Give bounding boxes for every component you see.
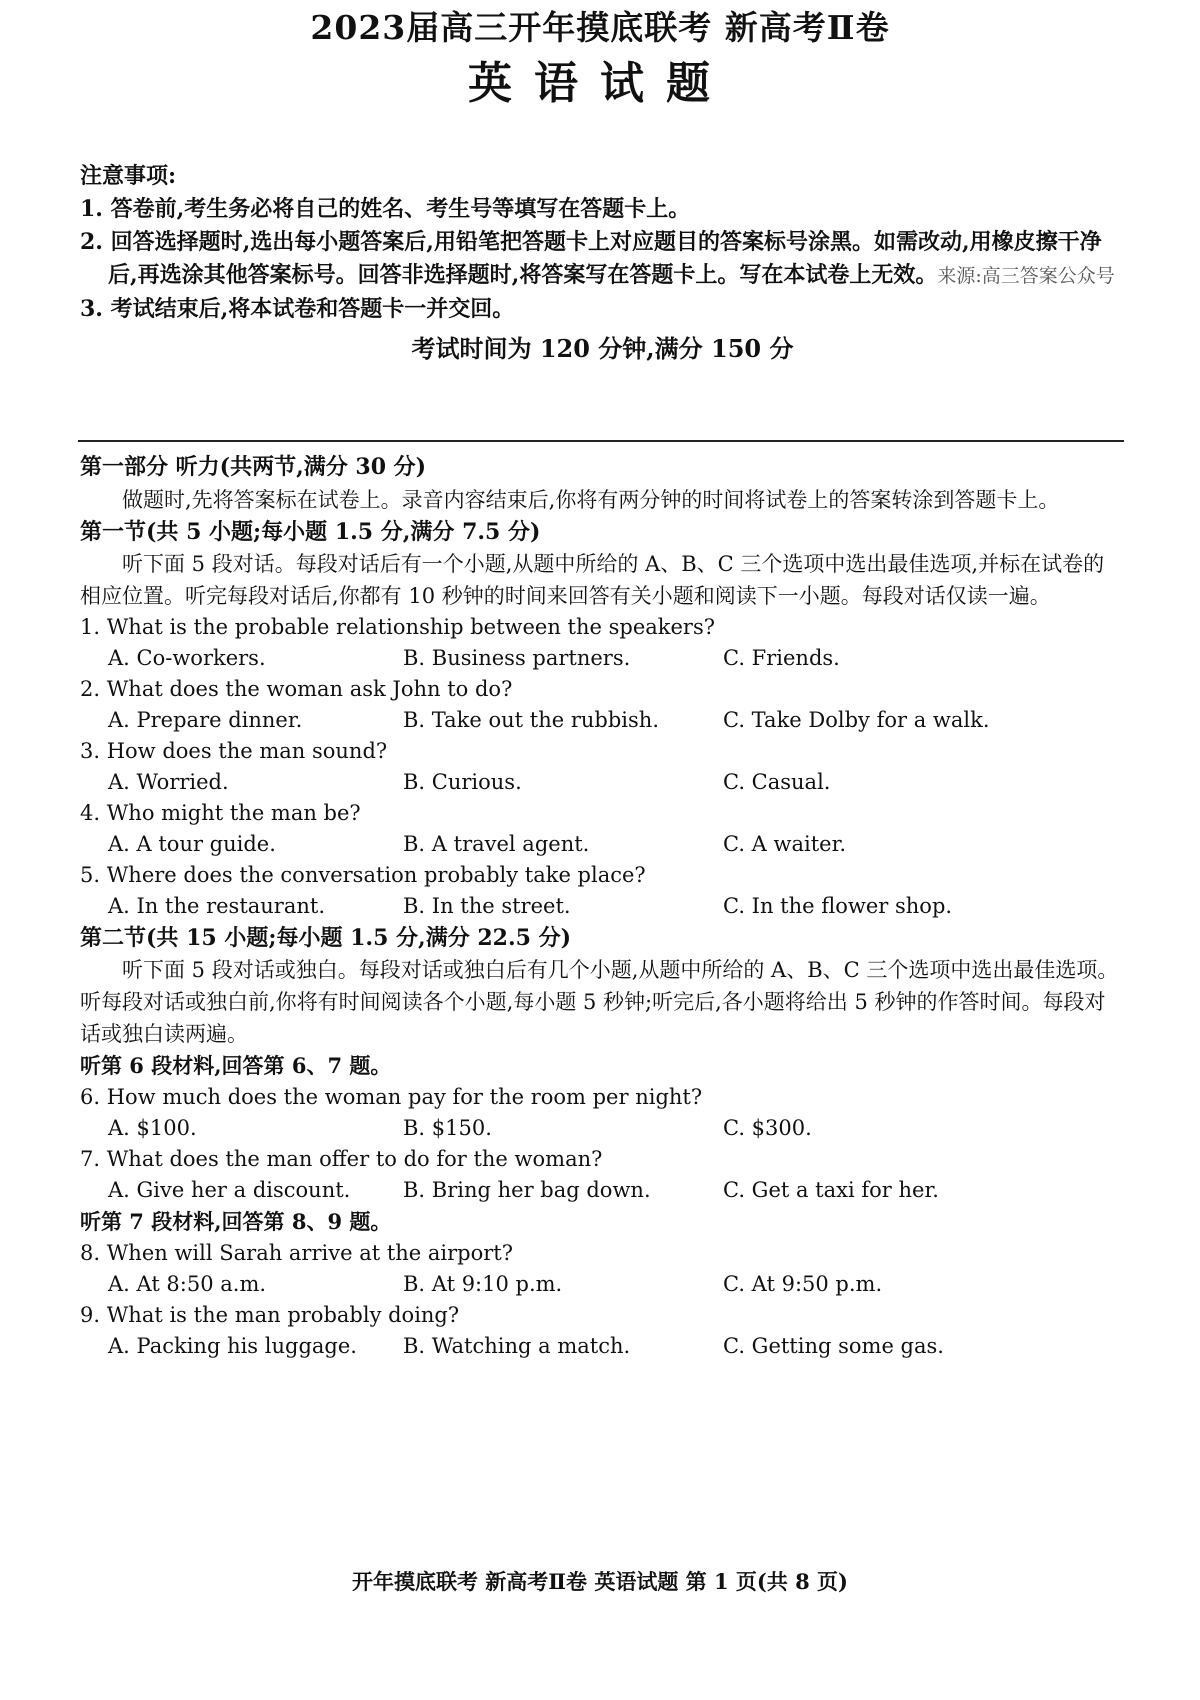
question-2-text: 2. What does the woman ask John to do? bbox=[80, 677, 513, 701]
option-a: A. At 8:50 a.m. bbox=[108, 1272, 267, 1296]
question-4-text: 4. Who might the man be? bbox=[80, 801, 361, 825]
option-c: C. At 9:50 p.m. bbox=[723, 1272, 883, 1296]
option-c: C. Take Dolby for a walk. bbox=[723, 708, 990, 732]
question-9 bbox=[80, 1300, 1125, 1362]
option-c: C. Friends. bbox=[723, 646, 840, 670]
question-4 bbox=[80, 798, 1125, 860]
question-1 bbox=[80, 612, 1125, 674]
question-8-options bbox=[80, 1269, 1125, 1300]
notice-heading: 注意事项: bbox=[80, 163, 177, 189]
section1-instruction: 听下面 5 段对话。每段对话后有一个小题,从题中所给的 A、B、C 三个选项中选出最佳选项,并标在试卷的相应位置。听完每段对话后,你都有 10 秒钟的时间来回答有关小题和阅读下一小题。每段对话仅读一遍。 bbox=[80, 552, 1105, 608]
question-3-text: 3. How does the man sound? bbox=[80, 739, 388, 763]
option-b: B. A travel agent. bbox=[403, 832, 590, 856]
part1-intro: 做题时,先将答案标在试卷上。录音内容结束后,你将有两分钟的时间将试卷上的答案转涂到答题卡上。 bbox=[122, 488, 1060, 512]
source-note: 来源:高三答案公众号 bbox=[937, 265, 1115, 287]
option-a: A. Prepare dinner. bbox=[108, 708, 303, 732]
option-c: C. A waiter. bbox=[723, 832, 846, 856]
section2-instruction: 听下面 5 段对话或独白。每段对话或独白后有几个小题,从题中所给的 A、B、C 三个选项中选出最佳选项。听每段对话或独白前,你将有时间阅读各个小题,每小题 5 秒钟;听完后,各小题将给出 5 秒钟的作答时间。每段对话或独白读两遍。 bbox=[80, 958, 1119, 1046]
title-block bbox=[0, 0, 1200, 114]
option-b: B. $150. bbox=[403, 1116, 492, 1140]
notice-item-1: 1. 答卷前,考生务必将自己的姓名、考生号等填写在答题卡上。 bbox=[80, 196, 691, 222]
question-9-text: 9. What is the man probably doing? bbox=[80, 1303, 460, 1327]
option-b: B. Take out the rubbish. bbox=[403, 708, 659, 732]
notice-item-2 bbox=[80, 226, 1125, 293]
option-c: C. In the flower shop. bbox=[723, 894, 953, 918]
option-a: A. A tour guide. bbox=[108, 832, 276, 856]
question-8-text: 8. When will Sarah arrive at the airport? bbox=[80, 1241, 513, 1265]
notice-item-3: 3. 考试结束后,将本试卷和答题卡一并交回。 bbox=[80, 296, 515, 322]
question-3-options bbox=[80, 767, 1125, 798]
page-footer: 开年摸底联考 新高考Ⅱ卷 英语试题 第 1 页(共 8 页) bbox=[352, 1569, 848, 1594]
question-4-options bbox=[80, 829, 1125, 860]
option-a: A. Co-workers. bbox=[108, 646, 266, 670]
option-a: A. Packing his luggage. bbox=[108, 1334, 357, 1358]
question-5-text: 5. Where does the conversation probably take place? bbox=[80, 863, 646, 887]
question-1-options bbox=[80, 643, 1125, 674]
question-2-options bbox=[80, 705, 1125, 736]
option-b: B. Watching a match. bbox=[403, 1334, 631, 1358]
question-1-text: 1. What is the probable relationship between the speakers? bbox=[80, 615, 716, 639]
subject-title: 英语试题 bbox=[468, 58, 732, 109]
notice-item-2-text: 2. 回答选择题时,选出每小题答案后,用铅笔把答题卡上对应题目的答案标号涂黑。如需改动,用橡皮擦干净后,再选涂其他答案标号。回答非选择题时,将答案写在答题卡上。写在本试卷上无效。 bbox=[80, 229, 1102, 288]
notice-block bbox=[80, 160, 1125, 365]
section1-title: 第一节(共 5 小题;每小题 1.5 分,满分 7.5 分) bbox=[80, 519, 541, 545]
part1-title: 第一部分 听力(共两节,满分 30 分) bbox=[80, 454, 427, 480]
option-a: A. Give her a discount. bbox=[108, 1178, 351, 1202]
option-b: B. Curious. bbox=[403, 770, 522, 794]
question-8 bbox=[80, 1238, 1125, 1300]
material-6-label: 听第 6 段材料,回答第 6、7 题。 bbox=[80, 1053, 392, 1078]
question-6-options bbox=[80, 1113, 1125, 1144]
option-b: B. In the street. bbox=[403, 894, 571, 918]
option-a: A. In the restaurant. bbox=[108, 894, 326, 918]
option-c: C. Getting some gas. bbox=[723, 1334, 944, 1358]
option-c: C. $300. bbox=[723, 1116, 812, 1140]
material-7-label: 听第 7 段材料,回答第 8、9 题。 bbox=[80, 1209, 392, 1234]
question-3 bbox=[80, 736, 1125, 798]
question-6-text: 6. How much does the woman pay for the room per night? bbox=[80, 1085, 703, 1109]
exam-time: 考试时间为 120 分钟,满分 150 分 bbox=[411, 334, 794, 363]
question-9-options bbox=[80, 1331, 1125, 1362]
option-b: B. Bring her bag down. bbox=[403, 1178, 651, 1202]
question-7-options bbox=[80, 1175, 1125, 1206]
question-5 bbox=[80, 860, 1125, 922]
option-a: A. Worried. bbox=[108, 770, 229, 794]
option-a: A. $100. bbox=[108, 1116, 197, 1140]
option-b: B. Business partners. bbox=[403, 646, 631, 670]
question-7-text: 7. What does the man offer to do for the woman? bbox=[80, 1147, 603, 1171]
option-b: B. At 9:10 p.m. bbox=[403, 1272, 563, 1296]
section2-title: 第二节(共 15 小题;每小题 1.5 分,满分 22.5 分) bbox=[80, 925, 572, 951]
question-6 bbox=[80, 1082, 1125, 1144]
question-7 bbox=[80, 1144, 1125, 1206]
question-5-options bbox=[80, 891, 1125, 922]
option-c: C. Casual. bbox=[723, 770, 831, 794]
divider-line bbox=[78, 440, 1124, 442]
option-c: C. Get a taxi for her. bbox=[723, 1178, 939, 1202]
part1-listening bbox=[80, 450, 1125, 1362]
exam-title: 2023届高三开年摸底联考 新高考Ⅱ卷 bbox=[310, 8, 890, 47]
question-2 bbox=[80, 674, 1125, 736]
